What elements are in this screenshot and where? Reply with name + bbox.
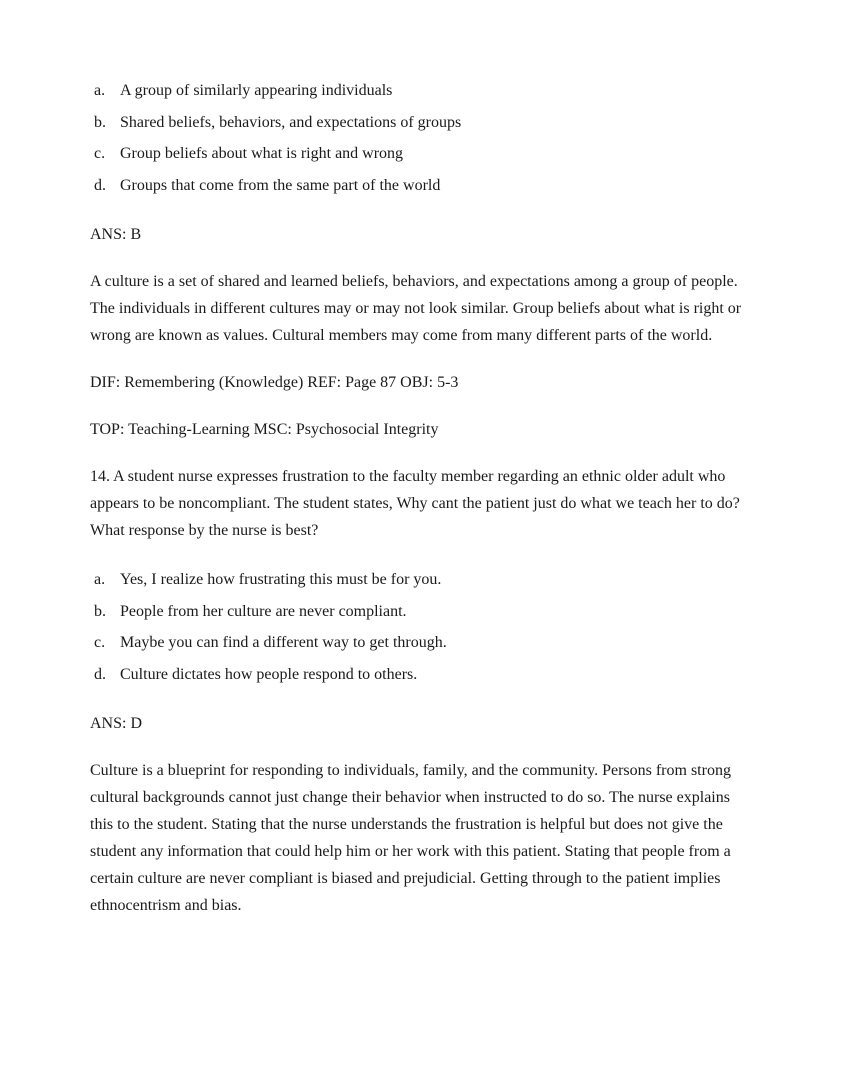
- option-text: Yes, I realize how frustrating this must be for you.: [120, 571, 442, 588]
- answer-option: [90, 564, 752, 596]
- option-text: People from her culture are never compliant.: [120, 602, 407, 620]
- option-text: A group of similarly appearing individuals: [120, 82, 393, 99]
- document-content: [90, 75, 752, 939]
- option-letter: a.: [94, 82, 106, 99]
- question-13-options-list: [90, 75, 752, 201]
- option-letter: b.: [94, 602, 106, 620]
- rationale-paragraph: A culture is a set of shared and learned beliefs, behaviors, and expectations among a group of people. The individuals in different cultures may or may not look similar. Group beliefs about what is right or wrong are known as values. Cultural members may come from many different parts of the world.: [90, 273, 742, 344]
- option-text: Group beliefs about what is right and wrong: [120, 145, 404, 162]
- answer-option: [90, 75, 752, 107]
- answer-line: ANS: D: [90, 715, 143, 732]
- question-14-options-list: [90, 564, 752, 690]
- option-text: Culture dictates how people respond to others.: [120, 665, 418, 683]
- option-text: Shared beliefs, behaviors, and expectations of groups: [120, 113, 462, 131]
- answer-option: [90, 170, 752, 202]
- metadata-dif-line: DIF: Remembering (Knowledge) REF: Page 87 OBJ: 5-3: [90, 374, 459, 391]
- answer-option: [90, 138, 752, 170]
- option-letter: d.: [94, 665, 106, 683]
- option-letter: a.: [94, 571, 106, 588]
- answer-option: [90, 627, 752, 659]
- option-text: Groups that come from the same part of the world: [120, 176, 441, 194]
- question-stem: 14. A student nurse expresses frustration to the faculty member regarding an ethnic older adult who appears to be noncompliant. The student states, Why cant the patient just do what we teach her to do? What response by the nurse is best?: [90, 468, 740, 539]
- option-letter: b.: [94, 113, 106, 131]
- option-letter: c.: [94, 634, 106, 651]
- answer-option: [90, 107, 752, 139]
- rationale-paragraph: Culture is a blueprint for responding to individuals, family, and the community. Persons from strong cultural backgrounds cannot just change their behavior when instructed to do so. The nurse explains this to the student. Stating that the nurse understands the frustration is helpful but does not give the student any information that could help him or her work with this patient. Stating that people from a certain culture are never compliant is biased and prejudicial. Getting through to the patient implies ethnocentrism and bias.: [90, 762, 731, 914]
- answer-option: [90, 596, 752, 628]
- metadata-top-line: TOP: Teaching-Learning MSC: Psychosocial Integrity: [90, 421, 439, 438]
- option-letter: d.: [94, 176, 106, 194]
- option-letter: c.: [94, 145, 106, 162]
- answer-option: [90, 659, 752, 691]
- answer-line: ANS: B: [90, 226, 142, 243]
- option-text: Maybe you can find a different way to get through.: [120, 634, 447, 651]
